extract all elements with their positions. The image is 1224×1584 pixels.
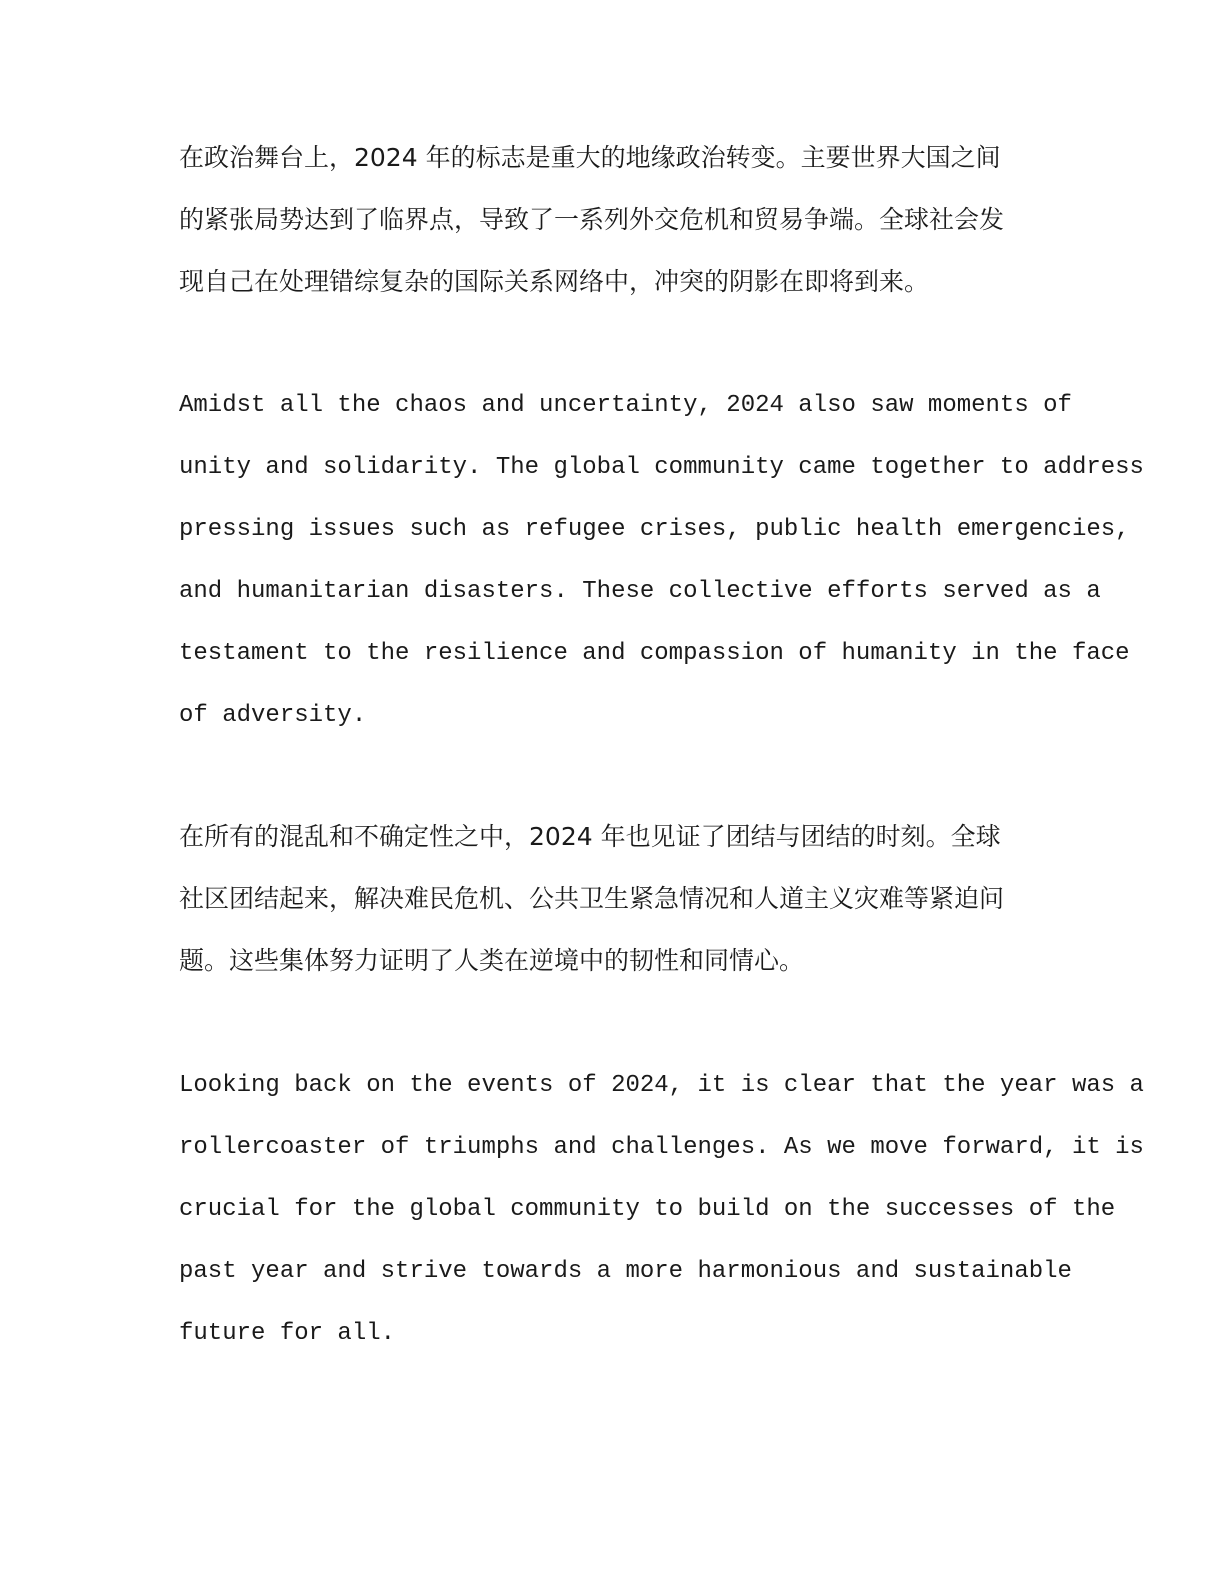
paragraph-line: 题。这些集体努力证明了人类在逆境中的韧性和同情心。	[179, 946, 805, 975]
paragraph-en-unity-solidarity	[179, 375, 1144, 747]
paragraph-zh-unity-solidarity	[179, 806, 1059, 992]
paragraph-line: past year and strive towards a more harmonious and sustainable	[179, 1258, 1072, 1285]
paragraph-line: future for all.	[179, 1320, 396, 1347]
paragraph-line: crucial for the global community to build on the successes of the	[179, 1196, 1116, 1223]
paragraph-line: and humanitarian disasters. These collective efforts served as a	[179, 578, 1101, 605]
paragraph-en-looking-back	[179, 1055, 1144, 1365]
paragraph-line: Amidst all the chaos and uncertainty, 2024 also saw moments of	[179, 392, 1072, 419]
paragraph-line: 在所有的混乱和不确定性之中，2024 年也见证了团结与团结的时刻。全球	[179, 822, 1001, 851]
paragraph-line: 在政治舞台上，2024 年的标志是重大的地缘政治转变。主要世界大国之间	[179, 143, 1001, 172]
paragraph-line: 社区团结起来，解决难民危机、公共卫生紧急情况和人道主义灾难等紧迫问	[179, 884, 1005, 913]
paragraph-line: pressing issues such as refugee crises, public health emergencies,	[179, 516, 1130, 543]
paragraph-line: 现自己在处理错综复杂的国际关系网络中，冲突的阴影在即将到来。	[179, 267, 930, 296]
paragraph-line: testament to the resilience and compassion of humanity in the face	[179, 640, 1130, 667]
paragraph-zh-political-shifts	[179, 127, 1059, 313]
paragraph-line: Looking back on the events of 2024, it is clear that the year was a	[179, 1072, 1144, 1099]
paragraph-line: 的紧张局势达到了临界点，导致了一系列外交危机和贸易争端。全球社会发	[179, 205, 1005, 234]
paragraph-line: of adversity.	[179, 702, 367, 729]
paragraph-line: rollercoaster of triumphs and challenges. As we move forward, it is	[179, 1134, 1144, 1161]
paragraph-line: unity and solidarity. The global community came together to address	[179, 454, 1144, 481]
